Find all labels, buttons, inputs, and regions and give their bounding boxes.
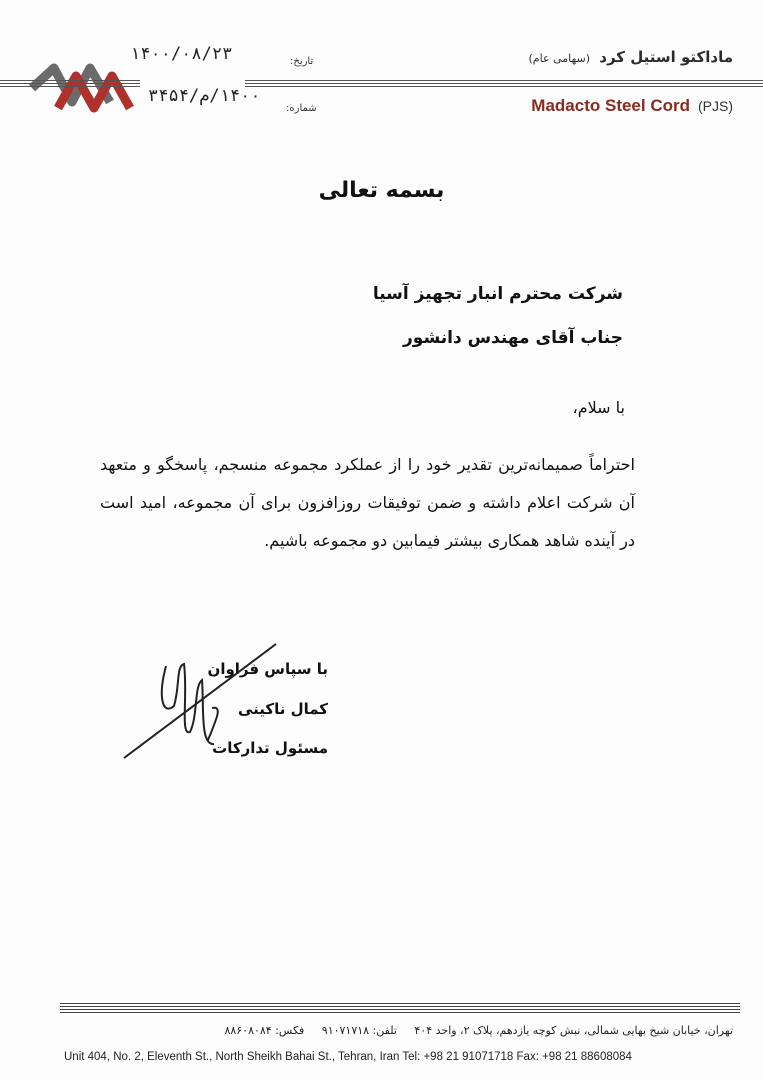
company-type-english: (PJS) bbox=[698, 98, 733, 114]
handwritten-signature bbox=[118, 636, 288, 776]
company-logo bbox=[28, 58, 148, 120]
footer-fax-persian: فکس: ۸۸۶۰۸۰۸۴ bbox=[224, 1024, 305, 1037]
header-rule-left bbox=[0, 80, 140, 87]
header-rule-right bbox=[245, 80, 763, 87]
number-value: ۱۴۰۰/م/۳۴۵۴ bbox=[148, 86, 261, 106]
number-label: شماره: bbox=[286, 103, 317, 114]
recipient-person: جناب آقای مهندس دانشور bbox=[403, 328, 623, 348]
date-label: تاریخ: bbox=[290, 56, 314, 67]
footer-persian bbox=[210, 1024, 733, 1037]
footer-rule bbox=[60, 1003, 740, 1015]
letter-body: احتراماً صمیمانه‌ترین تقدیر خود را از عملکرد مجموعه منسجم، پاسخگو و متعهد آن شرکت اعلام داشته و ضمن توفیقات روزافزون برای آن مجموعه، امید است در آینده شاهد همکاری بیشتر فیمابین دو مجموعه باشیم. bbox=[100, 455, 635, 550]
recipient-company: شرکت محترم انبار تجهیز آسیا bbox=[372, 284, 623, 304]
footer-english: Unit 404, No. 2, Eleventh St., North Sheikh Bahai St., Tehran, Iran Tel: +98 21 91071718 Fax: +98 21 88608084 bbox=[64, 1051, 632, 1063]
signer-name: کمال ناکینی bbox=[237, 700, 328, 718]
company-name-persian: ماداکتو استیل کرد (سهامی عام) bbox=[528, 48, 733, 66]
footer-address-persian: تهران، خیابان شیخ بهایی شمالی، نبش کوچه یازدهم، پلاک ۲، واحد ۴۰۴ bbox=[414, 1024, 733, 1037]
date-value: ۱۴۰۰/۰۸/۲۳ bbox=[130, 44, 233, 64]
company-name-english: Madacto Steel Cord (PJS) bbox=[531, 96, 733, 115]
closing-thanks: با سپاس فراوان bbox=[207, 660, 328, 678]
basmala-heading: بسمه تعالی bbox=[318, 178, 445, 203]
footer-phone-persian: تلفن: ۹۱۰۷۱۷۱۸ bbox=[321, 1024, 397, 1037]
signer-title: مسئول تدارکات bbox=[212, 739, 328, 757]
company-type-persian: (سهامی عام) bbox=[528, 52, 591, 65]
greeting: با سلام، bbox=[572, 398, 625, 417]
